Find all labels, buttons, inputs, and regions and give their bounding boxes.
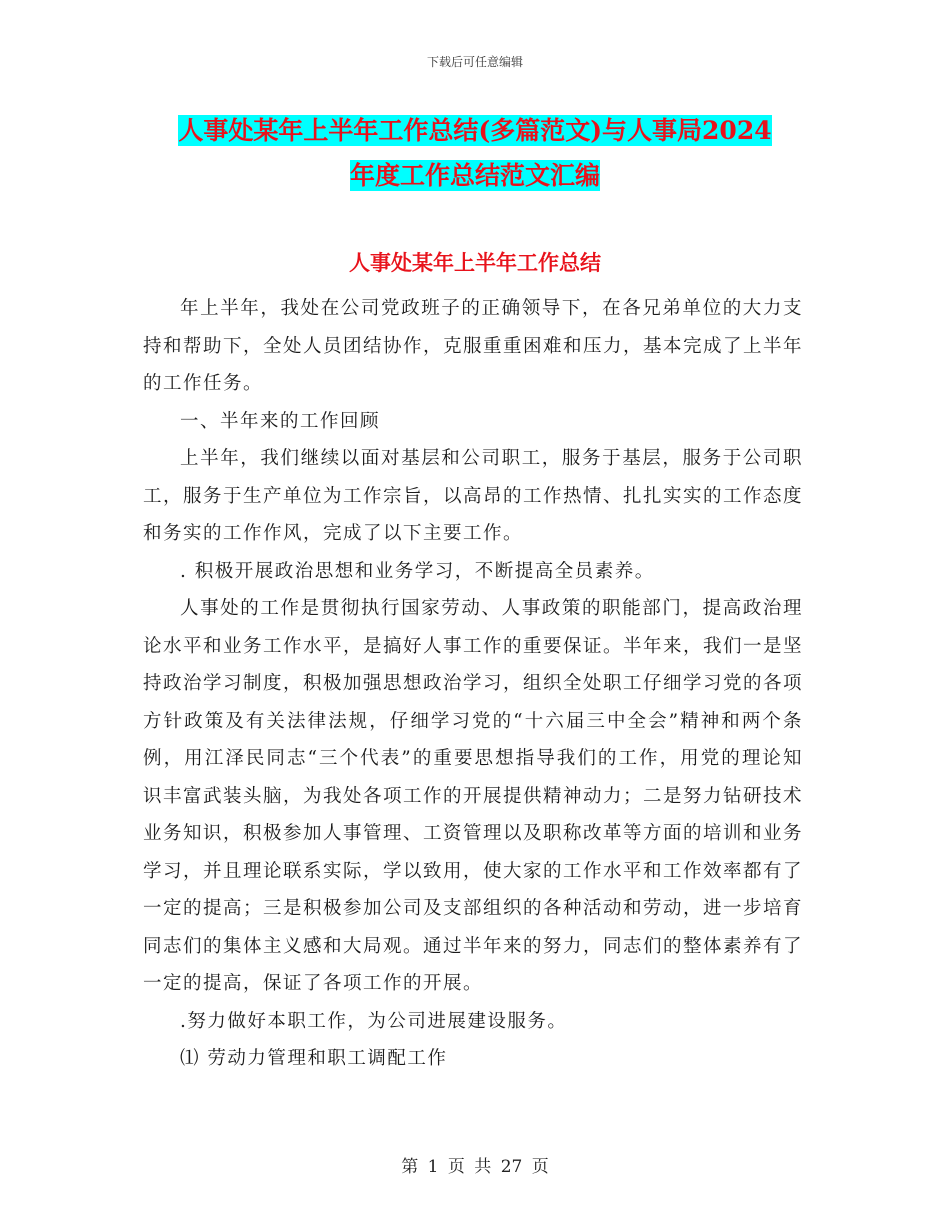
document-body <box>143 290 803 1078</box>
document-title-line-1: 人事处某年上半年工作总结(多篇范文)与人事局2024 <box>178 116 772 145</box>
body-paragraph: 一、半年来的工作回顾 <box>180 410 381 432</box>
body-paragraph: 人事处的工作是贯彻执行国家劳动、人事政策的职能部门，提高政治理论水平和业务工作水平，是搞好人事工作的重要保证。半年来，我们一是坚持政治学习制度，积极加强思想政治学习，组织全处职工仔细学习党的各项方针政策及有关法律法规，仔细学习党的“十六届三中全会”精神和两个条例，用江泽民同志“三个代表”的重要思想指导我们的工作，用党的理论知识丰富武装头脑，为我处各项工作的开展提供精神动力；二是努力钻研技术业务知识，积极参加人事管理、工资管理以及职称改革等方面的培训和业务学习，并且理论联系实际，学以致用，使大家的工作水平和工作效率都有了一定的提高；三是积极参加公司及支部组织的各种活动和劳动，进一步培育同志们的集体主义感和大局观。通过半年来的努力，同志们的整体素养有了一定的提高，保证了各项工作的开展。 <box>143 598 804 994</box>
section-title: 人事处某年上半年工作总结 <box>349 250 601 275</box>
body-paragraph: 年上半年，我处在公司党政班子的正确领导下，在各兄弟单位的大力支持和帮助下，全处人员团结协作，克服重重困难和压力，基本完成了上半年的工作任务。 <box>143 298 804 394</box>
document-title-line-2: 年度工作总结范文汇编 <box>349 161 600 190</box>
body-paragraph: .努力做好本职工作，为公司进展建设服务。 <box>180 1010 568 1032</box>
body-paragraph: 上半年，我们继续以面对基层和公司职工，服务于基层，服务于公司职工，服务于生产单位为工作宗旨，以高昂的工作热情、扎扎实实的工作态度和务实的工作作风，完成了以下主要工作。 <box>143 448 804 544</box>
body-paragraph: . 积极开展政治思想和业务学习，不断提高全员素养。 <box>180 560 655 582</box>
document-title <box>140 108 810 198</box>
header-note: 下载后可任意编辑 <box>426 55 523 69</box>
body-paragraph: ⑴ 劳动力管理和职工调配工作 <box>180 1048 448 1069</box>
page-number: 第 1 页 共 27 页 <box>401 1157 549 1177</box>
